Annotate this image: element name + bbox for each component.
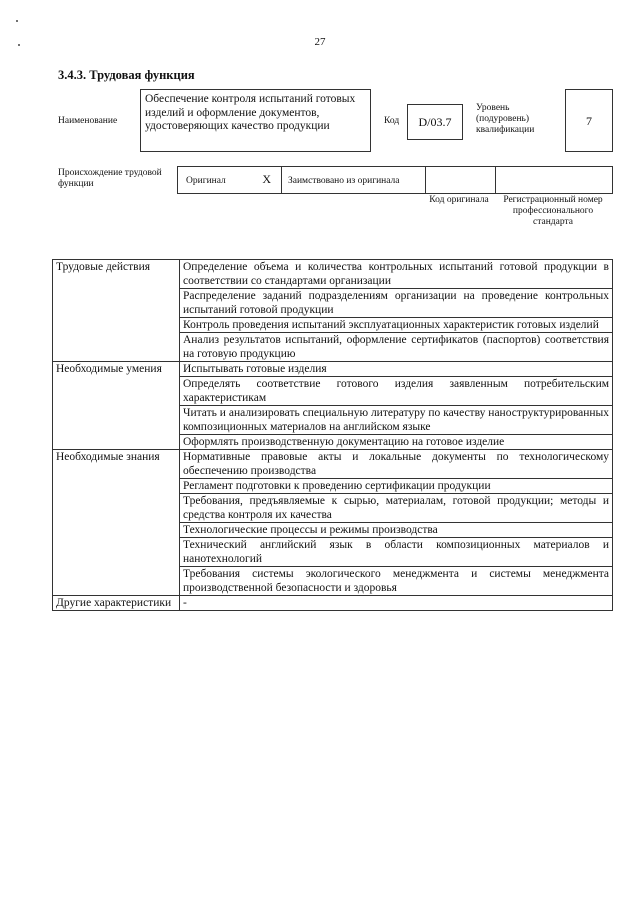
origin-code-cell [426,167,496,193]
qualification-level-box: 7 [565,89,613,152]
table-row [53,362,613,377]
section-category: Трудовые действия [53,260,180,362]
table-row [53,596,613,611]
section-item: Технологические процессы и режимы производства [180,523,613,538]
table-row [53,260,613,289]
name-label: Наименование [58,116,118,126]
function-details-table [52,259,613,611]
origin-reg-number-cell [496,167,614,193]
origin-original-mark: X [262,172,271,186]
origin-label: Происхождение трудовой функции [58,168,162,189]
function-code-box: D/03.7 [407,104,463,140]
scan-speck [16,20,18,22]
registration-number-caption: Регистрационный номер профессионального стандарта [503,195,603,227]
origin-original-cell [178,167,282,193]
section-item: Испытывать готовые изделия [180,362,613,377]
section-item: Читать и анализировать специальную литературу по качеству наноструктурированных композиционных материалов на английском языке [180,406,613,435]
section-item: Анализ результатов испытаний, оформление сертификатов (паспортов) соответствия на готовую продукцию [180,333,613,362]
section-item: Требования, предъявляемые к сырью, материалам, готовой продукции; методы и средства контроля их качества [180,494,613,523]
page-number: 27 [314,36,326,48]
origin-borrowed-cell: Заимствовано из оригинала [282,167,426,193]
origin-code-caption: Код оригинала [429,195,489,205]
section-item: Регламент подготовки к проведению сертификации продукции [180,479,613,494]
section-category: Необходимые знания [53,450,180,596]
section-item: Технический английский язык в области композиционных материалов и нанотехнологий [180,538,613,567]
section-item: Требования системы экологического менеджмента и системы менеджмента производственной безопасности и здоровья [180,567,613,596]
section-item: Распределение заданий подразделениям организации на проведение контрольных испытаний готовой продукции [180,289,613,318]
qualification-level-label: Уровень (подуровень) квалификации [476,103,535,135]
code-label: Код [384,116,400,126]
function-name-box: Обеспечение контроля испытаний готовых изделий и оформление документов, удостоверяющих качество продукции [140,89,371,152]
section-item: Контроль проведения испытаний эксплуатационных характеристик готовых изделий [180,318,613,333]
section-title: 3.4.3. Трудовая функция [58,68,195,82]
section-item: Определять соответствие готового изделия заявленным потребительским характеристикам [180,377,613,406]
section-item: Оформлять производственную документацию на готовое изделие [180,435,613,450]
table-row [53,450,613,479]
origin-original-text: Оригинал [186,176,226,186]
section-category: Другие характеристики [53,596,180,611]
section-item: Определение объема и количества контрольных испытаний готовой продукции в соответствии со стандартами организации [180,260,613,289]
origin-row [177,166,613,194]
section-item: Нормативные правовые акты и локальные документы по технологическому обеспечению производства [180,450,613,479]
section-category: Необходимые умения [53,362,180,450]
section-item: - [180,596,613,611]
